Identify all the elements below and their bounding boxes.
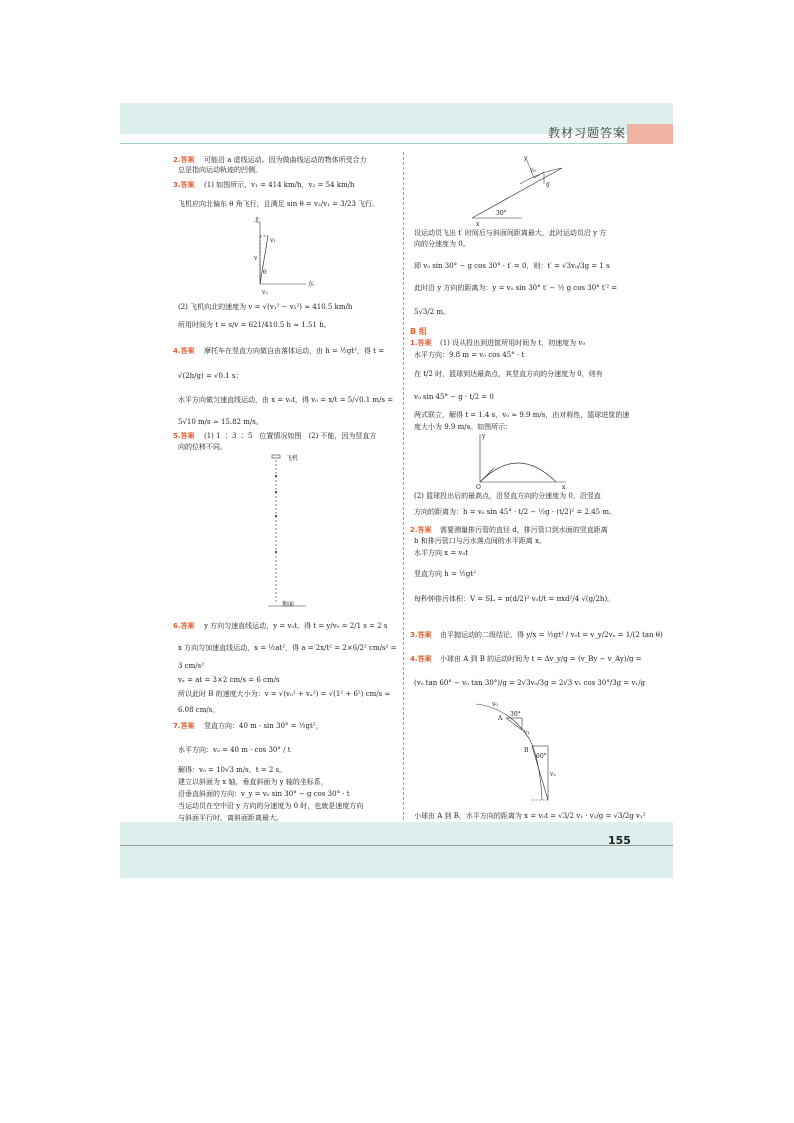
answer-6-line1: y 方向匀速直线运动，y = v₀t，得 t = y/v₀ = 2/1 s = 2 s [204, 622, 388, 630]
A-label: A [498, 715, 503, 722]
column-divider [403, 152, 404, 830]
b-answer-4-line3: 小球由 A 到 B，水平方向的距离为 x = v₀t = √3/2 v₁ · v₁/g = √3/2g v₁² [414, 812, 646, 820]
b-answer-1-line8: 方向的距离为：h = v₀ sin 45° · t/2 − ½g · (t/2)² = 2.45 m。 [414, 508, 616, 516]
x-label: x [476, 221, 480, 228]
v1-at-A [506, 718, 522, 730]
x-label: x [562, 484, 566, 491]
origin-label: O [476, 484, 481, 491]
b-answer-2-line2: h 和排污管口与污水落点间的水平距离 x。 [414, 537, 546, 545]
angle30-label: 30° [510, 711, 521, 718]
answer-7-line5: 沿垂直斜面的方向：v_y = v₀ sin 30° − g cos 30° · t [178, 790, 350, 798]
answer-6-line3: 3 cm/s² [178, 662, 204, 670]
page-number: 155 [608, 834, 631, 847]
drop-point-2 [275, 491, 277, 493]
b-answer-4-line2: (v₀ tan 60° − v₀ tan 30°)/g = 2√3v₀/3g = 2√3 v₁ cos 30°/3g = v₁/g [414, 679, 646, 687]
b-answer-1-line3: 在 t/2 时，篮球到达最高点，其竖直方向的分速度为 0，则有 [414, 370, 603, 378]
y-label: y [482, 433, 486, 440]
v0-label: v₀ [492, 701, 498, 708]
b-answer-2-tag: 2.答案 [410, 526, 432, 534]
arc [480, 463, 556, 482]
drop-point-1 [275, 475, 277, 477]
velocity-triangles-diagram [470, 700, 580, 806]
answer-3-line4: 所用时间为 t = s/v = 621/410.5 h ≈ 1.51 h。 [178, 321, 331, 329]
b-answer-4-line1: 小球由 A 到 B 的运动时间为 t = Δv_y/g = (v_By − v_Ay)/g = [440, 655, 642, 663]
answer-4-line4: 5√10 m/s ≈ 15.82 m/s。 [178, 418, 263, 426]
answer-7-line1: 竖直方向：40 m · sin 30° = ½gt²， [204, 722, 323, 730]
g-label: g [546, 181, 550, 188]
slope-diagram [462, 152, 572, 230]
plane-label: 飞机 [286, 455, 299, 462]
right-line5: 5√3/2 m。 [414, 308, 451, 316]
trajectory [520, 168, 562, 184]
answer-2-tag: 2.答案 [173, 156, 195, 164]
header-rule [120, 143, 628, 144]
answer-7-tag: 7.答案 [173, 722, 195, 730]
b-answer-1-line1: (1) 设从投出到进筐所用时间为 t，初速度为 v₀ [440, 339, 586, 347]
page-header-title: 教材习题答案 [548, 126, 627, 140]
slope-line [472, 168, 562, 218]
answer-3-line1: (1) 如图所示，v₁ = 414 km/h，v₂ = 54 km/h [204, 181, 355, 189]
b-answer-1-line5: 两式联立，解得 t = 1.4 s，v₀ ≈ 9.9 m/s，由对称性，篮球进筐的速 [414, 411, 630, 419]
answer-5-line1: (1) 1 ∶ 3 ∶ 5 位置情况如图 (2) 不能，因为竖直方 [204, 432, 377, 440]
b-answer-1-tag: 1.答案 [410, 339, 432, 347]
header-tab-accent [627, 124, 673, 144]
B-label: B [524, 747, 529, 754]
ball-path [476, 704, 542, 800]
theta-label: θ [263, 269, 267, 276]
answer-7-line7: 与斜面平行时，离斜面距离最大。 [178, 814, 283, 822]
answer-3-tag: 3.答案 [173, 181, 195, 189]
b-answer-3-tag: 3.答案 [410, 631, 432, 639]
b-answer-2-line3: 水平方向 x = v₀t [414, 549, 469, 557]
basketball-trajectory [472, 430, 572, 490]
answer-3-line3: (2) 飞机向北的速度为 v = √(v₁² − v₂²) ≈ 410.5 km/h [178, 303, 353, 311]
answer-6-line6: 6.08 cm/s。 [178, 706, 220, 714]
answer-3-line2: 飞机应向北偏东 θ 角飞行，且满足 sin θ = v₂/v₁ = 3/23 飞行。 [178, 200, 380, 208]
drop-diagram [262, 452, 322, 612]
drop-point-3 [275, 515, 277, 517]
y-label: y [524, 155, 528, 162]
v1-label: v₁ [270, 237, 276, 244]
right-line3: 即 v₀ sin 30° − g cos 30° · t′ = 0，则：t′ = √3v₀/3g = 1 s [414, 262, 610, 270]
answer-6-line2: x 方向匀加速直线运动，x = ½at²，得 a = 2x/t² = 2×6/2² cm/s² = [178, 644, 397, 652]
b-answer-2-line4: 竖直方向 h = ½gt² [414, 570, 476, 578]
ground-label: 地面 [282, 601, 295, 608]
answer-4-line1: 摩托车在竖直方向做自由落体运动，由 h = ½gt²，得 t = [204, 347, 385, 355]
north-label: 北 [254, 217, 261, 224]
answer-6-tag: 6.答案 [173, 622, 195, 630]
answer-2-line2: 总是指向运动轨迹的凹侧。 [178, 166, 262, 174]
answer-7-line3: 解得：v₀ = 10√3 m/s，t = 2 s。 [178, 766, 287, 774]
b-answer-1-line2: 水平方向：9.8 m = v₀ cos 45° · t [414, 351, 525, 359]
b-answer-1-line6: 度大小为 9.9 m/s。如图所示： [414, 423, 513, 431]
answer-7-line6: 当运动员在空中沿 y 方向的分速度为 0 时，也就是速度方向 [178, 802, 364, 810]
angle60-label: 60° [536, 753, 547, 760]
v-label: v [254, 255, 258, 262]
v1-vector [260, 236, 268, 284]
plane-icon [272, 455, 280, 458]
b-answer-3-line1: 由平抛运动的二级结论，得 y/x = ½gt² / v₀t = v_y/2vₓ = 1/(2 tan θ) [440, 631, 663, 639]
answer-6-line4: vₓ = at = 3×2 cm/s = 6 cm/s [178, 676, 280, 684]
b-answer-2-line1: 需要测量排污管的直径 d，排污管口到水面的竖直距离 [440, 526, 608, 534]
right-line4: 此时沿 y 方向的距离为：y = v₀ sin 30° t′ − ½ g cos 30° t′² = [414, 284, 618, 292]
answer-4-line3: 水平方向做匀速直线运动，由 x = v₀t，得 v₀ = x/t = 5/√0.1 m/s = [178, 396, 394, 404]
answer-2-line1: 可能沿 a 虚线运动。因为做曲线运动的物体所受合力 [204, 156, 367, 164]
answer-7-line2: 水平方向：v₀ = 40 m · cos 30° / t [178, 746, 291, 754]
answer-5-tag: 5.答案 [173, 432, 195, 440]
footer-rule [120, 845, 673, 846]
answer-5-line2: 向的位移不同。 [178, 443, 227, 451]
v2-label: v₂ [262, 289, 268, 296]
answer-4-tag: 4.答案 [173, 347, 195, 355]
east-label: 东 [308, 281, 315, 288]
v0-label: v₀ [530, 167, 536, 174]
answer-4-line2: √(2h/g) = √0.1 s； [178, 372, 243, 380]
footer-band [120, 822, 673, 878]
right-line1: 设运动员飞出 t′ 时间后与斜面间距离最大，此时运动员沿 y 方 [414, 229, 607, 237]
answer-6-line5: 所以此时 B 的速度大小为：v = √(v₀² + vₓ²) = √(1² + 6²) cm/s ≈ [178, 690, 391, 698]
b-answer-1-line7: (2) 篮球投出后的最高点，沿竖直方向的分速度为 0，沿竖直 [414, 492, 601, 500]
b-answer-1-line4: v₀ sin 45° − g · t/2 = 0 [414, 393, 494, 401]
b-answer-2-line5: 每秒钟排污体积：V = SL = π(d/2)² v₀t/t = πxd²/4 √(g/2h)。 [414, 595, 615, 603]
velocity-diagram [240, 214, 320, 294]
angle-label: 30° [496, 210, 507, 217]
v2-label: v₂ [550, 771, 556, 778]
b-answer-4-tag: 4.答案 [410, 655, 432, 663]
launch-vector [480, 468, 494, 482]
drop-point-4 [275, 551, 277, 553]
right-line2: 向的分速度为 0。 [414, 240, 470, 248]
group-b-heading: B 组 [410, 327, 427, 336]
answer-7-line4: 建立以斜面为 x 轴，垂直斜面为 y 轴的坐标系， [178, 778, 328, 786]
v1-label: v₁ [524, 729, 530, 736]
